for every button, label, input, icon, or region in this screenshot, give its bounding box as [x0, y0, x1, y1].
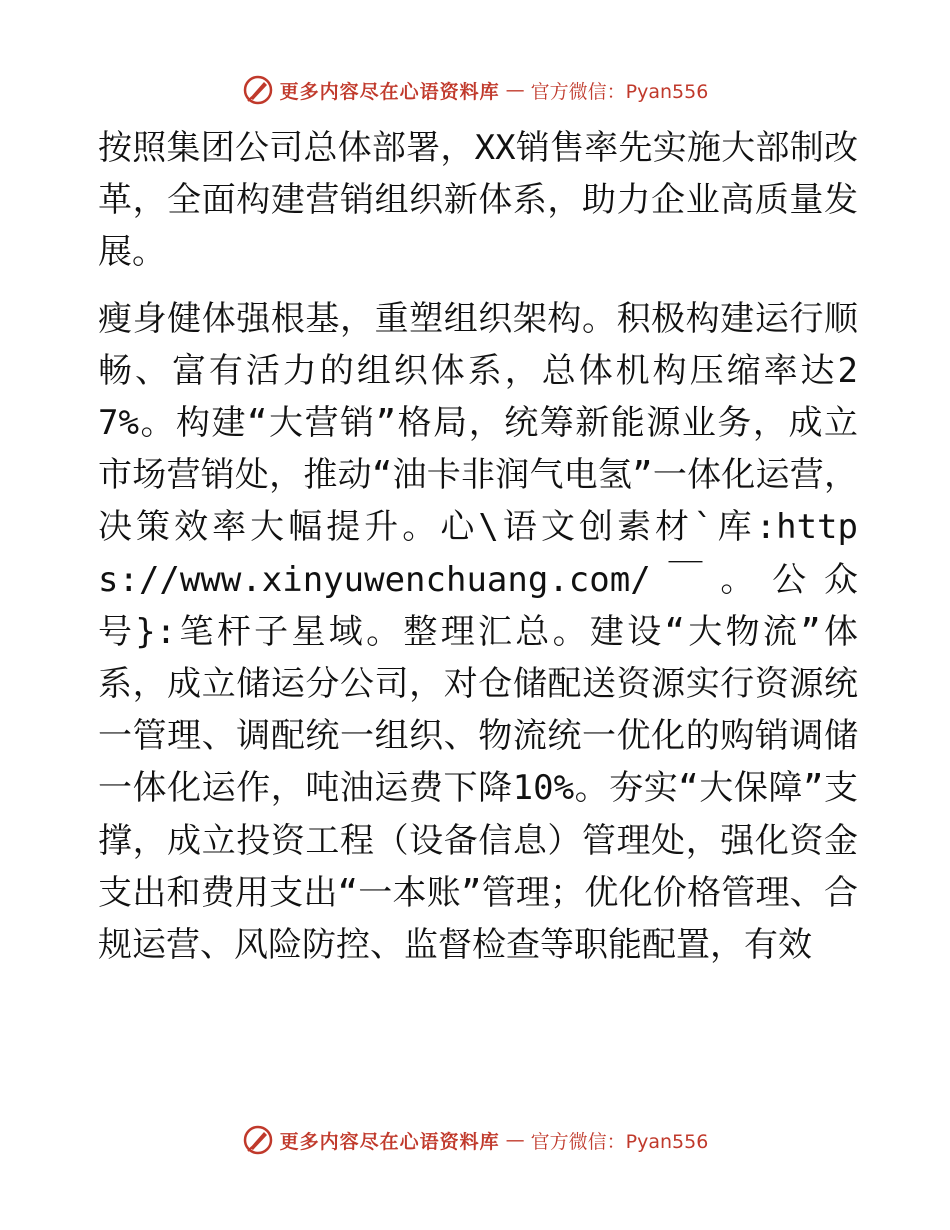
footer-banner: [0, 1122, 950, 1158]
footer-contact-text: 官方微信：Pyan556: [530, 1130, 709, 1153]
header-contact-text: 官方微信：Pyan556: [530, 80, 709, 103]
document-body: [98, 122, 858, 971]
quill-circle-icon: [242, 1124, 274, 1156]
header-banner: [0, 72, 950, 108]
quill-circle-icon: [242, 74, 274, 106]
paragraph-intro: 按照集团公司总体部署，XX销售率先实施大部制改革，全面构建营销组织新体系，助力企业高质量发展。: [98, 128, 858, 273]
paragraph-restructure: 瘦身健体强根基，重塑组织架构。积极构建运行顺畅、富有活力的组织体系，总体机构压缩率达27%。构建“大营销”格局，统筹新能源业务，成立市场营销处，推动“油卡非润气电氢”一体化运营，决策效率大幅提升。心\语文创素材`库:https://www.xinyuwenchuang.com/￣。公众号}:笔杆子星域。整理汇总。建设“大物流”体系，成立储运分公司，对仓储配送资源实行资源统一管理、调配统一组织、物流统一优化的购销调储一体化运作，吨油运费下降10%。夯实“大保障”支撑，成立投资工程（设备信息）管理处，强化资金支出和费用支出“一本账”管理；优化价格管理、合规运营、风险防控、监督检查等职能配置，有效: [98, 298, 858, 966]
header-separator: —: [505, 79, 525, 101]
footer-separator: —: [505, 1129, 525, 1151]
header-brand-text: 更多内容尽在心语资料库: [279, 80, 500, 103]
footer-brand-text: 更多内容尽在心语资料库: [279, 1130, 500, 1153]
